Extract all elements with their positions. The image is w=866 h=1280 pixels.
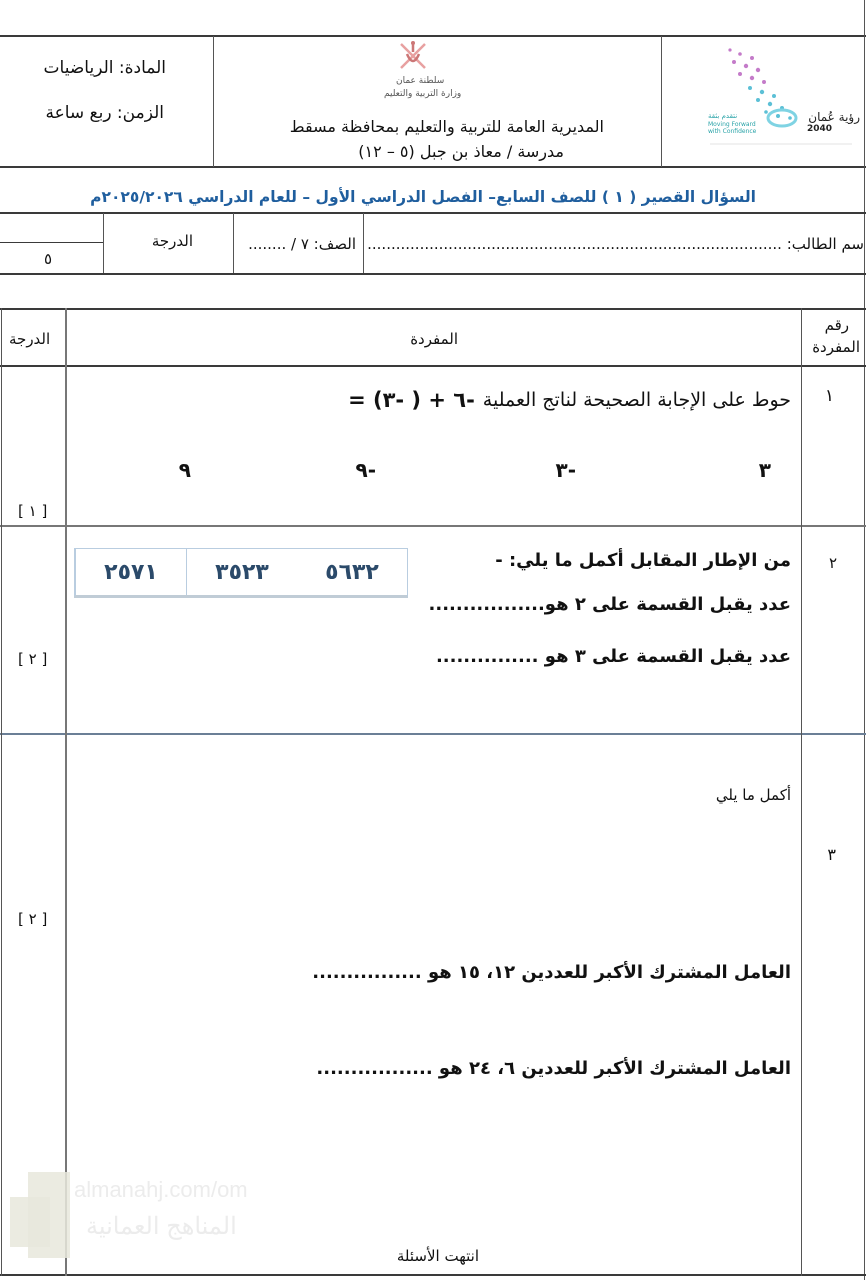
table-bottom-border <box>0 1274 866 1276</box>
vision-slogan-ar: نتقدم بثقة <box>708 112 738 120</box>
student-name-field[interactable]: سم الطالب: ....................................................................................... <box>367 235 864 253</box>
q1-number: ١ <box>824 386 834 406</box>
header-bottom-border <box>0 166 866 168</box>
header-divider-right <box>661 36 662 167</box>
subject-label: المادة: الرياضيات <box>43 58 166 78</box>
info-divider-3 <box>363 213 364 273</box>
time-label: الزمن: ربع ساعة <box>45 103 164 123</box>
oman-vision-2040-logo <box>700 40 862 158</box>
number-column-divider <box>801 308 802 1276</box>
q3-prompt: أكمل ما يلي <box>715 786 791 804</box>
q1-option-2[interactable]: -٣ <box>555 458 576 482</box>
ministry-logo-text-2: وزارة التربية والتعليم <box>384 89 462 99</box>
table-header-bottom <box>0 365 866 367</box>
q3-number: ٣ <box>827 845 836 864</box>
vision-slogan-en-1: Moving Forward <box>708 121 756 128</box>
q2-number: ٢ <box>828 554 837 572</box>
q2-box-number: ٣٥٢٣ <box>186 549 297 595</box>
watermark-url: almanahj.com/om <box>74 1177 248 1202</box>
q2-marks: [ ٢ ] <box>18 650 48 668</box>
school-name: مدرسة / معاذ بن جبل (٥ – ١٢) <box>358 142 564 161</box>
q1-option-4[interactable]: ٩ <box>178 458 191 482</box>
page-right-border <box>864 0 865 1280</box>
header-item-number-2: المفردة <box>812 338 860 356</box>
q1-option-1[interactable]: ٣ <box>758 458 771 482</box>
q3-line-1: العامل المشترك الأكبر للعددين ١٢، ١٥ هو ................ <box>312 962 791 983</box>
q1-option-3[interactable]: -٩ <box>355 458 376 482</box>
info-top-border <box>0 212 866 214</box>
q3-marks: [ ٢ ] <box>18 910 48 928</box>
grade-cell-divider <box>0 242 103 243</box>
q2-box-number: ٢٥٧١ <box>75 549 186 595</box>
header-grade: الدرجة <box>9 330 51 348</box>
header-item: المفردة <box>410 330 458 348</box>
watermark-name: المناهج العمانية <box>86 1213 237 1240</box>
khanjar-emblem-icon <box>395 38 431 74</box>
q2-line-2: عدد يقبل القسمة على ٣ هو ............... <box>435 646 791 667</box>
oman-emblem-logo <box>395 38 431 74</box>
q1-prompt-line <box>348 388 791 412</box>
class-field[interactable]: الصف: ٧ / ........ <box>248 235 356 253</box>
info-divider-2 <box>233 213 234 273</box>
q1-prompt: حوط على الإجابة الصحيحة لناتج العملية <box>482 389 791 411</box>
q1-marks: [ ١ ] <box>18 502 48 520</box>
header-top-border <box>0 35 866 37</box>
ministry-logo-text-1: سلطنة عمان <box>396 76 445 86</box>
header-item-number: رقم <box>824 316 849 334</box>
end-of-questions: انتهت الأسئلة <box>396 1247 479 1265</box>
watermark-logo-block-2 <box>10 1197 50 1247</box>
vision-year: 2040 <box>806 124 832 134</box>
vision-logo-text: رؤية عُمان <box>808 110 860 124</box>
info-divider-1 <box>103 213 104 273</box>
q2-line-1: عدد يقبل القسمة على ٢ هو................. <box>428 594 791 615</box>
q2-box-number: ٥٦٣٢ <box>325 559 379 585</box>
q3-line-2: العامل المشترك الأكبر للعددين ٦، ٢٤ هو ................. <box>316 1058 791 1079</box>
q1-expression: -٦ + ( -٣) = <box>348 388 475 412</box>
table-top-border <box>0 308 866 310</box>
vision-swirl-icon <box>700 40 862 158</box>
header-divider-left <box>213 36 214 167</box>
row-2-bottom <box>0 733 866 735</box>
q2-number-frame <box>74 548 408 598</box>
directorate-name: المديرية العامة للتربية والتعليم بمحافظة مسقط <box>289 117 604 136</box>
grade-label: الدرجة <box>151 232 193 250</box>
q2-prompt: من الإطار المقابل أكمل ما يلي: - <box>495 550 791 571</box>
vision-slogan-en-2: with Confidence <box>708 128 757 135</box>
info-bottom-border <box>0 273 866 275</box>
table-left-border <box>1 308 2 1276</box>
exam-title: السؤال القصير ( ١ ) للصف السابع– الفصل الدراسي الأول – للعام الدراسي ٢٠٢٥/٢٠٢٦م <box>90 188 756 206</box>
grade-total: ٥ <box>44 250 53 268</box>
row-1-bottom <box>0 525 866 527</box>
grade-column-divider <box>65 308 67 1276</box>
